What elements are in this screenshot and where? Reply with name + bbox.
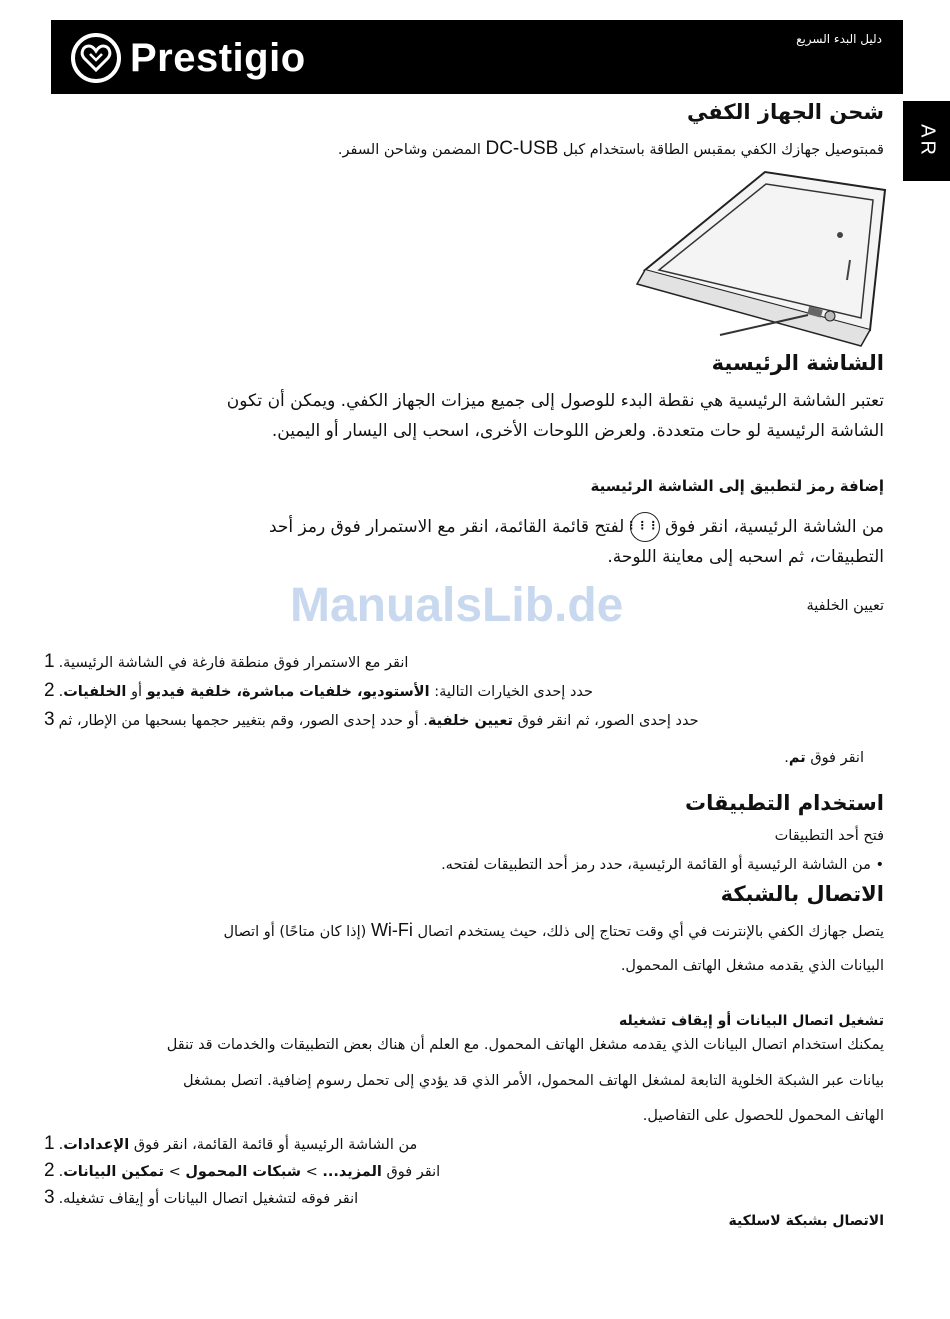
- data-connection-line-1: يمكنك استخدام اتصال البيانات الذي يقدمه مشغل الهاتف المحمول. مع العلم أن هناك بعض التطبيقات والخدمات قد تنقل: [166, 1037, 884, 1053]
- data-connection-line-2: بيانات عبر الشبكة الخلوية التابعة لمشغل الهاتف المحمول، الأمر الذي قد يؤدي إلى تحمل رسوم إضافية. اتصل بمشغل: [182, 1073, 884, 1089]
- prestigio-heart-logo-icon: [70, 32, 122, 84]
- data-step-1: [44, 1131, 884, 1158]
- step-number: 2: [44, 680, 55, 701]
- step-number: 1: [44, 651, 55, 672]
- wallpaper-step-3: [44, 706, 884, 735]
- step-text-part: من الشاشة الرئيسية أو قائمة القائمة، انقر فوق: [133, 1137, 418, 1153]
- charging-title: شحن الجهاز الكفي: [686, 100, 884, 124]
- cable-name: DC-USB: [485, 138, 559, 159]
- step-text-part: .: [784, 750, 789, 766]
- step-text: [59, 708, 699, 735]
- brand-name: Prestigio: [130, 35, 306, 80]
- step-text-part: حدد إحدى الخيارات التالية:: [434, 684, 593, 700]
- option-name: تم: [788, 750, 806, 766]
- step-text: [59, 1132, 418, 1158]
- data-connection-steps: [44, 1131, 884, 1212]
- option-name: تعيين خلفية: [427, 713, 513, 729]
- wifi-label: Wi-Fi: [370, 920, 413, 940]
- home-screen-line-1: تعتبر الشاشة الرئيسية هي نقطة البدء للوصول إلى جميع ميزات الجهاز الكفي. ويمكن أن تكون: [226, 391, 884, 411]
- step-text-part: انقر فوق: [810, 750, 864, 766]
- data-connection-line-3: الهاتف المحمول للحصول على التفاصيل.: [642, 1108, 884, 1124]
- home-screen-line-2: الشاشة الرئيسية لو حات متعددة. ولعرض اللوحات الأخرى، اسحب إلى اليسار أو اليمين.: [271, 421, 884, 441]
- charging-text: [338, 138, 884, 160]
- network-text-part: يتصل جهازك الكفي بالإنترنت في أي وقت تحتاج إلى ذلك، حيث يستخدم اتصال: [417, 924, 884, 940]
- charging-text-start: قمبتوصيل جهازك الكفي بمقبس الطاقة باستخدام كبل: [562, 142, 884, 158]
- step-number: 2: [44, 1160, 55, 1181]
- step-text: [59, 1159, 441, 1185]
- charging-text-end: المضمن وشاحن السفر.: [337, 142, 481, 158]
- apps-grid-icon: ⋮⋮⋮: [630, 512, 660, 542]
- step-text-part: .: [58, 1164, 64, 1180]
- step-text-part: . أو حدد إحدى الصور، وقم بتغيير حجمها بسحبها من الإطار، ثم: [58, 713, 428, 729]
- step-number: 3: [44, 1187, 55, 1208]
- apps-bullet: • من الشاشة الرئيسية أو القائمة الرئيسية، حدد رمز أحد التطبيقات لفتحه.: [441, 857, 884, 873]
- wallpaper-steps: [44, 648, 884, 772]
- add-icon-line-1: [119, 512, 884, 542]
- step-text-part: >: [305, 1164, 318, 1180]
- add-icon-title: إضافة رمز لتطبيق إلى الشاشة الرئيسية: [590, 477, 884, 495]
- language-tab-label: AR: [916, 124, 938, 158]
- option-names: الأستوديو، خلفيات مباشرة، خلفية فيديو: [146, 684, 430, 700]
- wallpaper-step-1: [44, 648, 884, 677]
- apps-subtitle: فتح أحد التطبيقات: [774, 828, 884, 844]
- wallpaper-title: تعيين الخلفية: [806, 598, 884, 614]
- header-subtitle: دليل البدء السريع: [796, 32, 882, 46]
- step-text: انقر فوقه لتشغيل اتصال البيانات أو إيقاف تشغيله.: [58, 1191, 359, 1207]
- apps-title: استخدام التطبيقات: [685, 791, 884, 815]
- brand-logo: [70, 28, 306, 88]
- network-line-2: البيانات الذي يقدمه مشغل الهاتف المحمول.: [620, 958, 884, 974]
- language-tab[interactable]: [903, 101, 950, 181]
- add-icon-line-1-start: من الشاشة الرئيسية، انقر فوق: [665, 517, 884, 537]
- option-name: الخلفيات: [63, 684, 127, 700]
- step-number: 3: [44, 709, 55, 730]
- step-text-part: أو: [130, 684, 142, 700]
- step-text-part: >: [168, 1164, 181, 1180]
- step-text-part: .: [58, 1137, 64, 1153]
- option-name: تمكين البيانات: [63, 1164, 164, 1180]
- wireless-title: الاتصال بشبكة لاسلكية: [728, 1213, 884, 1229]
- option-name: شبكات المحمول: [185, 1164, 301, 1180]
- data-step-3: [44, 1185, 884, 1212]
- home-screen-paragraph: [44, 386, 884, 446]
- step-text: [59, 679, 593, 706]
- add-icon-line-1-end: لفتح قائمة القائمة، انقر مع الاستمرار فوق رمز أحد: [268, 517, 625, 537]
- tablet-illustration: [625, 160, 895, 350]
- wallpaper-step-2: [44, 677, 884, 706]
- data-connection-title: تشغيل اتصال البيانات أو إيقاف تشغيله: [618, 1013, 884, 1029]
- network-text-part: (إذا كان متاحًا) أو اتصال: [223, 924, 367, 940]
- option-name: الإعدادات: [63, 1137, 130, 1153]
- step-text-part: انقر فوق: [386, 1164, 441, 1180]
- option-name: المزيد...: [322, 1164, 382, 1180]
- step-number: 1: [44, 1133, 55, 1154]
- network-title: الاتصال بالشبكة: [720, 882, 884, 906]
- step-text-part: .: [58, 684, 64, 700]
- home-screen-title: الشاشة الرئيسية: [711, 351, 884, 375]
- step-text-part: حدد إحدى الصور، ثم انقر فوق: [517, 713, 699, 729]
- step-text: انقر مع الاستمرار فوق منطقة فارغة في الشاشة الرئيسية.: [58, 655, 409, 671]
- add-icon-line-2: التطبيقات، ثم اسحبه إلى معاينة اللوحة.: [607, 547, 884, 567]
- watermark: ManualsLib.de: [290, 579, 624, 632]
- data-step-2: [44, 1158, 884, 1185]
- network-line-1: [44, 920, 884, 941]
- wallpaper-step-3-continued: [44, 745, 864, 772]
- add-icon-paragraph: [119, 512, 884, 572]
